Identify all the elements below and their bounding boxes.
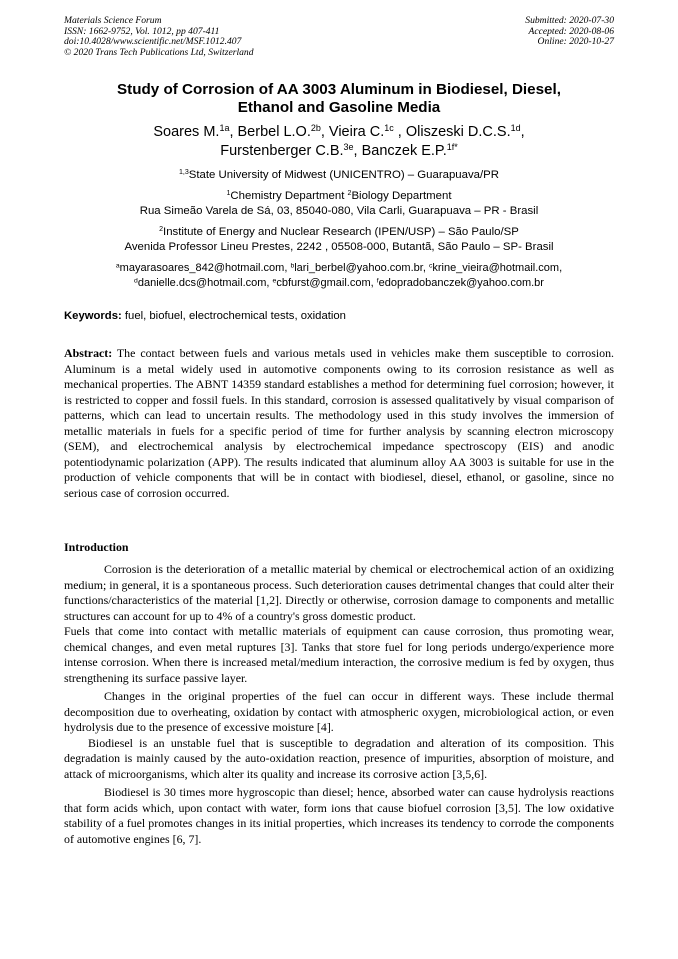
paper-title — [64, 81, 614, 117]
doi-line: doi:10.4028/www.scientific.net/MSF.1012.407 — [64, 36, 242, 48]
author: Berbel L.O.$^{2b}$, — [237, 123, 329, 140]
submitted-date: Submitted: 2020-07-30 — [525, 15, 614, 26]
affiliation-3-address: Avenida Professor Lineu Prestes, 2242 , 05508-000, Butantã, São Paulo – SP- Brasil — [124, 241, 554, 253]
introduction-body — [64, 562, 614, 847]
paragraph: Fuels that come into contact with metallic materials of equipment can cause corrosion, thus promoting wear, chemical changes, and even metal ruptures [3]. Tanks that store fuel for long periods undergo/experience more intense corrosion. When there is increased metal/medium interaction, the corrosive medium is fed by oxygen, thus strengthening its surface passive layer. — [64, 624, 614, 685]
publication-dates — [525, 16, 614, 48]
abstract-label: Abstract: — [64, 346, 113, 360]
email: $^f$edopradobanczek@yahoo.com.br — [376, 276, 544, 289]
email: $^a$mayarasoares_842@hotmail.com, — [115, 262, 291, 274]
keywords-text: fuel, biofuel, electrochemical tests, oxidation — [121, 310, 346, 322]
journal-name: Materials Science Forum — [64, 15, 162, 26]
journal-info — [64, 16, 254, 58]
copyright-line: © 2020 Trans Tech Publications Ltd, Switzerland — [64, 46, 254, 58]
affiliation-1: $^{1,3}$State University of Midwest (UNICENTRO) – Guarapuava/PR — [179, 169, 499, 181]
paragraph: Corrosion is the deterioration of a metallic material by chemical or electrochemical action of an oxidizing medium; in general, it is a spontaneous process. Such deterioration causes detrimental changes that could alter their functions/characteristics of the material [1,2]. Directly or otherwise, corrosion damage to components and metallic structures can account for up to 4% of a country's gross domestic product. — [64, 562, 614, 623]
email: $^b$lari_berbel@yahoo.com.br, — [290, 262, 429, 274]
author: Vieira C.$^{1c}$ , — [328, 123, 406, 140]
section-heading-introduction: Introduction — [64, 540, 129, 554]
online-date: Online: 2020-10-27 — [537, 36, 614, 48]
keywords — [64, 309, 614, 323]
keywords-label: Keywords: — [64, 310, 122, 322]
paragraph: Changes in the original properties of the fuel can occur in different ways. These include thermal decomposition due to overheating, oxidation by contact with atmospheric oxygen, microbiological action, or even hydrolysis due to the presence of excessive moisture [4]. — [64, 689, 614, 734]
title-line-2: Ethanol and Gasoline Media — [237, 99, 441, 116]
paragraph: Biodiesel is 30 times more hygroscopic than diesel; hence, absorbed water can cause hydrolysis reactions that form acids which, upon contact with water, form ions that cause biofuel corrosion [3,5]. The low oxidative stability of a fuel promotes changes in its initial properties, which increases its tendency to corrode the components of automotive engines [6, 7]. — [64, 785, 614, 846]
title-line-1: Study of Corrosion of AA 3003 Aluminum in Biodiesel, Diesel, — [117, 81, 561, 98]
issn-line: ISSN: 1662-9752, Vol. 1012, pp 407-411 — [64, 25, 220, 37]
affiliation-3: $^2$Institute of Energy and Nuclear Research (IPEN/USP) – São Paulo/SP Avenida Professor Lineu Prestes, 2242 , 05508-000, Butantã, São Paulo – SP- Brasil — [64, 225, 614, 255]
author: Oliszeski D.C.S.$^{1d}$, — [405, 123, 525, 140]
author: Furstenberger C.B.$^{3e}$, — [220, 142, 362, 159]
accepted-date: Accepted: 2020-08-06 — [528, 25, 614, 37]
email: $^c$krine_vieira@hotmail.com, — [428, 262, 563, 274]
affiliation-2-address: Rua Simeão Varela de Sá, 03, 85040-080, Vila Carli, Guarapuava – PR - Brasil — [139, 205, 539, 217]
author-emails — [64, 261, 614, 290]
author: Banczek E.P.$^{1f*}$ — [361, 142, 458, 159]
paragraph: Biodiesel is an unstable fuel that is susceptible to degradation and alteration of its composition. This degradation is mainly caused by the auto-oxidation reaction, presence of impurities, absorption of moisture, and attack of microorganisms, which alter its quality and increase its corrosive action [3,5,6]. — [64, 735, 614, 781]
email: $^e$cbfurst@gmail.com, — [272, 276, 377, 289]
abstract-text: The contact between fuels and various metals used in vehicles make them susceptible to corrosion. Aluminum is a metal widely used in automotive components owing to its corrosion resistance as well as mechanical properties. The ABNT 14359 standard establishes a method for determining fuel corrosion; however, it is restricted to copper and fossil fuels. In this standard, corrosion is assessed qualitatively by visual comparison of patterns, which can lead to uncertain results. The methodology used in this study involves the immersion of metallic materials in fuels for a specific period of time for further analysis by scanning electron microscopy (SEM), and electrochemical analysis by electrochemical impedance spectroscopy (EIS) and anodic potentiodynamic polarization (APP). The results indicated that aluminum alloy AA 3003 is suitable for use in the production of vehicle components that will be in contact with biodiesel, diesel, ethanol, or gasoline, since no serious case of corrosion occurred. — [64, 346, 614, 500]
email: $^d$danielle.dcs@hotmail.com, — [134, 276, 273, 289]
abstract — [64, 346, 614, 501]
author-list — [64, 123, 614, 161]
author: Soares M.$^{1a}$, — [153, 123, 238, 140]
affiliation-2: $^1$Chemistry Department $^2$Biology Department Rua Simeão Varela de Sá, 03, 85040-080, Vila Carli, Guarapuava – PR - Brasil — [64, 189, 614, 219]
